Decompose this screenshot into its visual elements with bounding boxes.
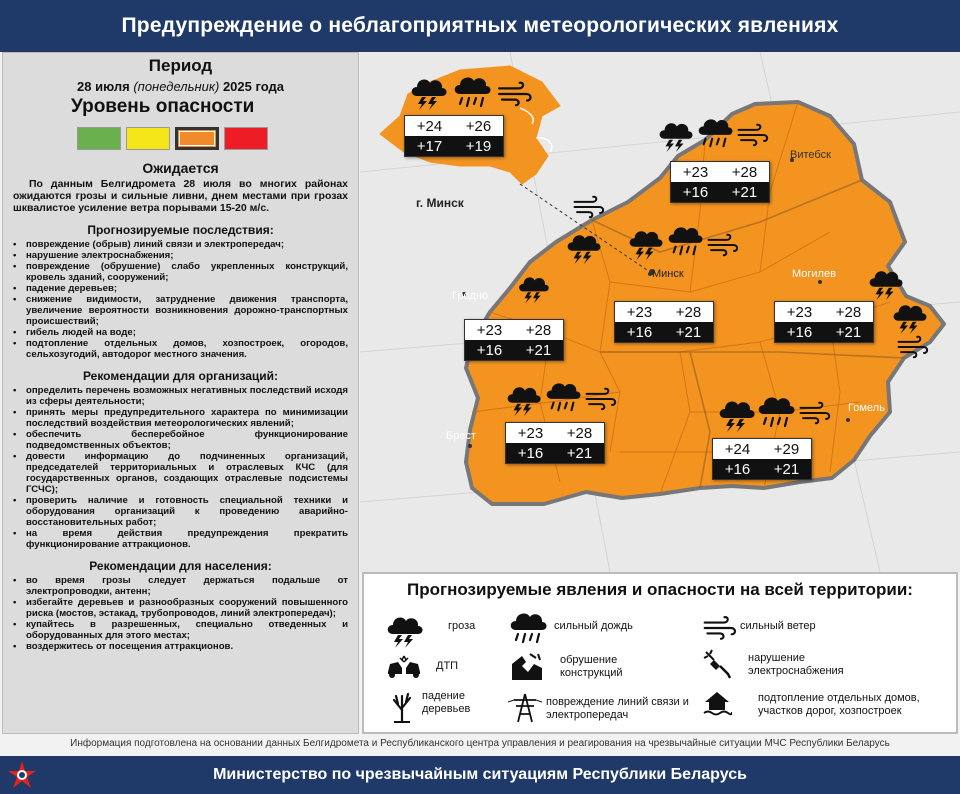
temp-night-min: +16 — [786, 323, 813, 341]
temp-day-min: +23 — [626, 303, 653, 321]
city-label-brest: Брест — [446, 430, 476, 442]
temp-day-row — [671, 162, 769, 182]
temp-day-min: +23 — [476, 321, 503, 339]
temp-day-min: +23 — [786, 303, 813, 321]
legend-strong-wind: сильный ветер — [740, 620, 816, 632]
temp-day-max: +26 — [465, 117, 492, 135]
page-title: Предупреждение о неблагоприятных метеорологических явлениях — [121, 14, 839, 37]
list-item: • снижение видимости, затруднение движения транспорта, увеличение вероятности возникновения дорожно-транспортных происшествий; — [13, 294, 348, 327]
consequences-list — [13, 239, 348, 360]
pop-recs-list — [13, 575, 348, 652]
temp-night-min: +16 — [724, 460, 751, 478]
flooded-house-icon — [702, 688, 732, 718]
temp-day-max: +28 — [525, 321, 552, 339]
list-item: • принять меры предупредительного характера по минимизации последствий воздействия метеорологических явлений; — [13, 407, 348, 429]
temp-night-min: +17 — [416, 137, 443, 155]
temp-day-row — [405, 116, 503, 136]
consequences-title: Прогнозируемые последствия: — [87, 223, 274, 237]
legend-accident: ДТП — [436, 660, 459, 672]
list-item: • повреждение (обрушение) слабо укрепленных конструкций, кровель зданий, сооружений; — [13, 261, 348, 283]
list-item: • избегайте деревьев и разнообразных сооружений повышенного риска (мостов, эстакад, трубопроводов, линий электропередач); — [13, 597, 348, 619]
list-item: • проверить наличие и готовность специальной техники и оборудования организаций к проведению аварийно-восстановительных работ; — [13, 495, 348, 528]
power-line-icon — [508, 692, 542, 724]
temp-day-min: +23 — [517, 424, 544, 442]
mchs-emblem-icon — [6, 760, 38, 792]
legend-power-outage: нарушение электроснабжения — [748, 652, 844, 677]
danger-level-title: Уровень опасности — [71, 96, 255, 117]
temp-day-max: +28 — [835, 303, 862, 321]
period-weekday: (понедельник) — [133, 79, 220, 94]
temp-night-max: +19 — [465, 137, 492, 155]
thunder-cloud-icon — [384, 612, 424, 648]
thunder-cloud-icon — [660, 123, 693, 152]
hazard-legend — [362, 572, 958, 734]
legend-tree-fall: падение деревьев — [422, 690, 471, 715]
temp-box-mogilev — [774, 301, 874, 343]
city-label-minsk: Минск — [652, 268, 684, 280]
temp-night-max: +21 — [731, 183, 758, 201]
temp-night-min: +16 — [476, 341, 503, 359]
temp-box-vitebsk — [670, 161, 770, 203]
rain-cloud-icon — [508, 610, 548, 646]
list-item: • довести информацию до подчиненных организаций, председателей территориальных и отраслевых КЧС (для государственных органов, создающих отраслевые подсистемы ГСЧС); — [13, 451, 348, 495]
period-year: 2025 года — [222, 79, 284, 94]
pop-recs-title: Рекомендации для населения: — [89, 559, 272, 573]
list-item: • определить перечень возможных негативных последствий исходя из сферы деятельности; — [13, 385, 348, 407]
ministry-name: Министерство по чрезвычайным ситуациям Республики Беларусь — [213, 766, 747, 783]
list-item: • воздержитесь от посещения аттракционов. — [13, 641, 348, 652]
plug-icon — [702, 648, 732, 680]
temp-night-max: +21 — [773, 460, 800, 478]
level-yellow — [126, 127, 170, 150]
list-item: • повреждение (обрыв) линий связи и электропередач; — [13, 239, 348, 250]
collapse-icon — [508, 650, 548, 684]
org-recs-title: Рекомендации для организаций: — [82, 369, 279, 383]
temp-day-min: +23 — [682, 163, 709, 181]
list-item: • купайтесь в разрешенных, специально отведенных и оборудованных для этого местах; — [13, 619, 348, 641]
period-date — [13, 79, 348, 94]
temp-night-row — [405, 136, 503, 156]
expected-title: Ожидается — [142, 160, 219, 176]
temp-day-row — [615, 302, 713, 322]
legend-collapse: обрушение конструкций — [560, 654, 623, 679]
city-label-grodno: Гродно — [452, 290, 488, 302]
temp-night-row — [713, 459, 811, 479]
temp-night-row — [465, 340, 563, 360]
temp-night-min: +16 — [626, 323, 653, 341]
temp-night-row — [671, 182, 769, 202]
legend-line-damage: повреждение линий связи и электропередач — [546, 696, 689, 721]
period-title: Период — [148, 56, 213, 75]
temp-day-min: +24 — [724, 440, 751, 458]
weather-map — [360, 52, 960, 572]
temp-night-min: +16 — [682, 183, 709, 201]
legend-thunderstorm: гроза — [448, 620, 476, 632]
danger-level-scale — [77, 127, 348, 150]
temp-day-max: +28 — [675, 303, 702, 321]
temp-day-row — [465, 320, 563, 340]
list-item: • гибель людей на воде; — [13, 327, 348, 338]
level-red — [224, 127, 268, 150]
level-green — [77, 127, 121, 150]
temp-box-minsk — [614, 301, 714, 343]
temp-day-max: +28 — [731, 163, 758, 181]
page-footer — [0, 756, 960, 794]
city-label-vitebsk: Витебск — [790, 149, 831, 161]
temp-day-row — [713, 439, 811, 459]
temp-box-gomel — [712, 438, 812, 480]
expected-text: По данным Белгидромета 28 июля во многих районах ожидаются грозы и сильные ливни, днем местами при грозах шквалистое усиление ветра порывами 15-20 м/с. — [13, 178, 348, 214]
temp-night-max: +21 — [835, 323, 862, 341]
legend-flooding: подтопление отдельных домов, участков дорог, хозпостроек — [758, 692, 920, 717]
legend-title: Прогнозируемые явления и опасности на всей территории: — [407, 580, 913, 599]
city-label-gomel: Гомель — [848, 402, 885, 414]
list-item: • во время грозы следует держаться подальше от электропроводки, антенн; — [13, 575, 348, 597]
temp-day-max: +29 — [773, 440, 800, 458]
city-label-minsk-city: г. Минск — [416, 196, 464, 210]
wind-icon — [575, 197, 604, 217]
temp-day-row — [506, 423, 604, 443]
temp-night-row — [615, 322, 713, 342]
temp-day-min: +24 — [416, 117, 443, 135]
list-item: • подтопление отдельных домов, хозпостроек, огородов, сельхозугодий, автодорог местного значения. — [13, 338, 348, 360]
org-recs-list — [13, 385, 348, 550]
legend-heavy-rain: сильный дождь — [554, 620, 633, 632]
city-label-mogilev: Могилев — [792, 268, 836, 280]
page-header — [0, 0, 960, 52]
temp-day-max: +28 — [566, 424, 593, 442]
temp-night-min: +16 — [517, 444, 544, 462]
info-panel — [2, 52, 359, 734]
period-day: 28 июля — [77, 79, 130, 94]
temp-night-max: +21 — [525, 341, 552, 359]
temp-night-row — [506, 443, 604, 463]
list-item: • обеспечить бесперебойное функционирование подведомственных объектов; — [13, 429, 348, 451]
temp-night-max: +21 — [675, 323, 702, 341]
fallen-tree-icon — [388, 690, 416, 724]
temp-night-max: +21 — [566, 444, 593, 462]
temp-box-brest — [505, 422, 605, 464]
temp-box-minsk-city — [404, 115, 504, 157]
temp-day-row — [775, 302, 873, 322]
list-item: • падение деревьев; — [13, 283, 348, 294]
list-item: • нарушение электроснабжения; — [13, 250, 348, 261]
level-orange-selected — [175, 127, 219, 150]
wind-icon — [702, 614, 738, 642]
temp-box-grodno — [464, 319, 564, 361]
temp-night-row — [775, 322, 873, 342]
car-crash-icon — [386, 654, 422, 680]
list-item: • на время действия предупреждения прекратить функционирование аттракционов. — [13, 528, 348, 550]
footer-note: Информация подготовлена на основании данных Белгидромета и Республиканского центра управления и реагирования на чрезвычайные ситуации МЧС Республики Беларусь — [70, 738, 890, 749]
